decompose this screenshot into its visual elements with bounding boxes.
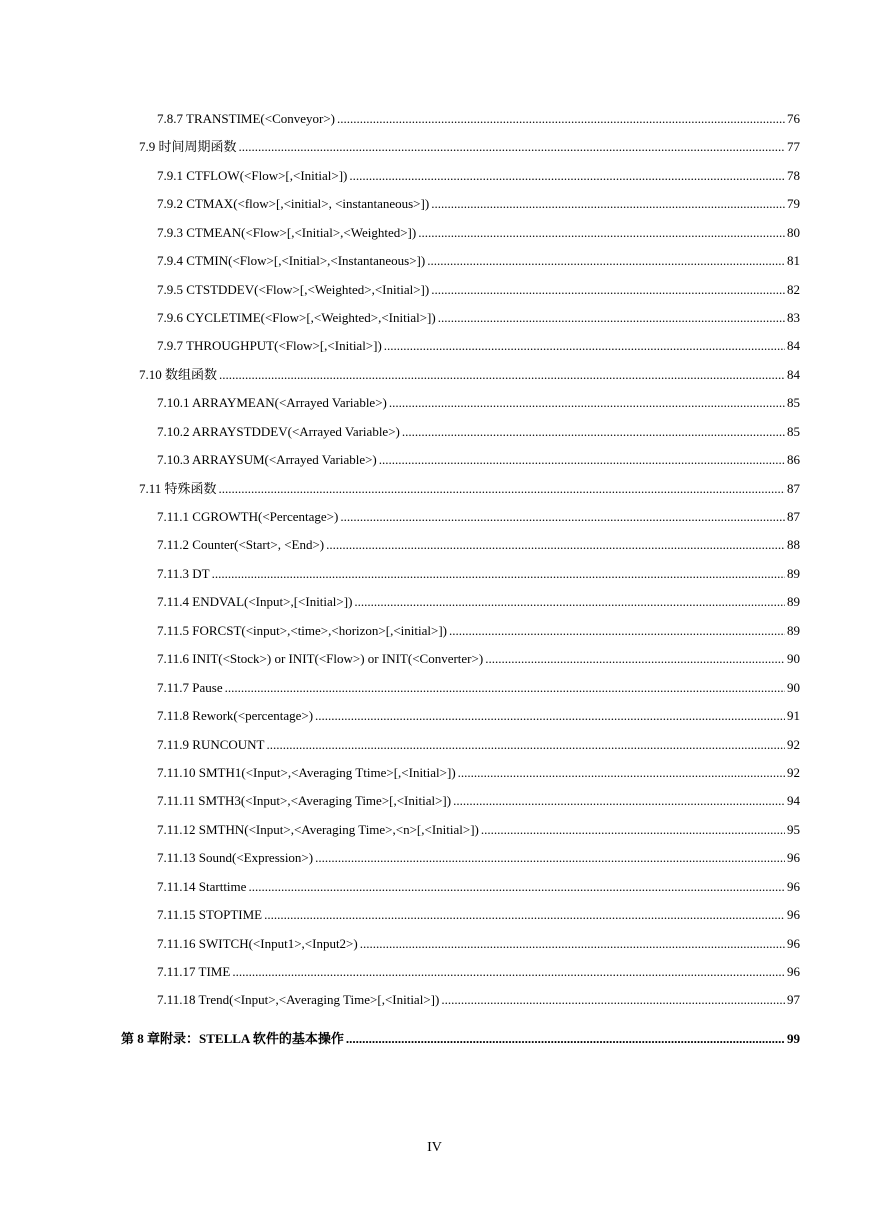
toc-entry[interactable] [157,936,800,952]
toc-entry[interactable] [157,765,800,781]
toc-entry[interactable] [157,651,800,667]
toc-leader-dots [337,111,785,127]
toc-leader-dots [315,708,785,724]
toc-leader-dots [354,594,785,610]
toc-entry-title: 7.11.10 SMTH1(<Input>,<Averaging Ttime>[,<Initial>]) [157,765,456,780]
toc-entry-page: 96 [787,907,800,922]
toc-entry-page: 95 [787,822,800,837]
toc-entry-page: 82 [787,282,800,297]
toc-entry-title: 7.11.11 SMTH3(<Input>,<Averaging Time>[,<Initial>]) [157,793,452,808]
toc-entry-title: 7.11.5 FORCST(<input>,<time>,<horizon>[,<initial>]) [157,623,447,638]
chapter-title: 附录：STELLA 软件的基本操作 [160,1031,344,1046]
toc-leader-dots [438,310,785,326]
toc-entry[interactable] [157,537,800,553]
toc-leader-dots [326,537,785,553]
toc-entry-title: 7.9.2 CTMAX(<flow>[,<initial>, <instantaneous>]) [157,196,430,211]
toc-entry-page: 90 [787,651,800,666]
toc-entry-page: 97 [787,992,800,1007]
toc-entry-title: 7.11 特殊函数 [139,481,217,496]
toc-entry[interactable] [157,822,800,838]
toc-leader-dots [431,196,785,212]
toc-leader-dots [219,367,785,383]
toc-entry-page: 87 [787,509,800,524]
toc-entry[interactable] [157,850,800,866]
toc-leader-dots [449,623,785,639]
toc-leader-dots [360,936,785,952]
chapter-page: 99 [787,1031,800,1046]
toc-entry-page: 90 [787,680,800,695]
toc-entry-title: 7.10 数组函数 [139,367,218,382]
toc-entry-title: 7.11.4 ENDVAL(<Input>,[<Initial>]) [157,594,353,609]
toc-entry[interactable] [157,111,800,127]
toc-entry-page: 96 [787,964,800,979]
toc-entry[interactable] [157,623,800,639]
toc-entry-page: 81 [787,253,800,268]
toc-leader-dots [384,338,785,354]
toc-leader-dots [379,452,785,468]
toc-entry-page: 80 [787,225,800,240]
toc-entry-title: 7.11.8 Rework(<percentage>) [157,708,314,723]
toc-entry-page: 89 [787,594,800,609]
toc-entry[interactable] [157,594,800,610]
toc-chapter-entry[interactable] [121,1031,800,1047]
toc-entry-title: 7.11.7 Pause [157,680,223,695]
toc-entry-title: 7.10.1 ARRAYMEAN(<Arrayed Variable>) [157,395,387,410]
toc-entry[interactable] [157,737,800,753]
toc-entry[interactable] [157,282,800,298]
toc-leader-dots [248,879,785,895]
toc-entry[interactable] [139,139,800,155]
toc-entry-page: 89 [787,566,800,581]
toc-entry-page: 83 [787,310,800,325]
toc-entry-title: 7.11.1 CGROWTH(<Percentage>) [157,509,339,524]
toc-entry-title: 7.11.12 SMTHN(<Input>,<Averaging Time>,<n>[,<Initial>]) [157,822,479,837]
toc-entry-page: 92 [787,737,800,752]
toc-leader-dots [389,395,785,411]
toc-entry-title: 7.9.1 CTFLOW(<Flow>[,<Initial>]) [157,168,348,183]
toc-entry-title: 7.9.6 CYCLETIME(<Flow>[,<Weighted>,<Initial>]) [157,310,436,325]
toc-entry[interactable] [157,566,800,582]
toc-entry-title: 7.11.6 INIT(<Stock>) or INIT(<Flow>) or INIT(<Converter>) [157,651,484,666]
toc-leader-dots [315,850,785,866]
toc-entry-title: 7.11.9 RUNCOUNT [157,737,265,752]
toc-entry-title: 7.11.16 SWITCH(<Input1>,<Input2>) [157,936,358,951]
toc-entry-page: 86 [787,452,800,467]
toc-entry[interactable] [157,196,800,212]
toc-entry[interactable] [157,509,800,525]
toc-entry-page: 79 [787,196,800,211]
toc-leader-dots [427,253,785,269]
toc-entry-title: 7.9.4 CTMIN(<Flow>[,<Initial>,<Instantaneous>]) [157,253,426,268]
toc-entry-title: 7.11.2 Counter(<Start>, <End>) [157,537,325,552]
toc-leader-dots [441,992,785,1008]
toc-entry-title: 7.10.3 ARRAYSUM(<Arrayed Variable>) [157,452,377,467]
toc-entry-page: 78 [787,168,800,183]
toc-leader-dots [402,424,785,440]
toc-entry-page: 96 [787,850,800,865]
toc-entry-page: 84 [787,338,800,353]
toc-entry[interactable] [139,367,800,383]
toc-entry[interactable] [157,168,800,184]
toc-leader-dots [340,509,785,525]
toc-leader-dots [232,964,785,980]
toc-entry-title: 7.9 时间周期函数 [139,139,237,154]
toc-entry[interactable] [157,992,800,1008]
toc-entry-page: 85 [787,424,800,439]
toc-entry[interactable] [157,310,800,326]
toc-entry-title: 7.11.14 Starttime [157,879,247,894]
toc-leader-dots [264,907,785,923]
toc-entry[interactable] [157,424,800,440]
toc-entry-title: 7.11.17 TIME [157,964,231,979]
toc-leader-dots [267,737,786,753]
toc-leader-dots [346,1031,785,1047]
toc-entry-page: 85 [787,395,800,410]
toc-entry[interactable] [157,907,800,923]
toc-leader-dots [212,566,785,582]
toc-entry[interactable] [157,225,800,241]
toc-entry-page: 84 [787,367,800,382]
toc-entry[interactable] [157,964,800,980]
toc-leader-dots [225,680,785,696]
toc-entry-page: 87 [787,481,800,496]
toc-entry[interactable] [157,452,800,468]
toc-entry-title: 7.11.15 STOPTIME [157,907,263,922]
toc-entry-page: 91 [787,708,800,723]
toc-entry[interactable] [139,481,800,497]
toc-entry-page: 76 [787,111,800,126]
toc-leader-dots [239,139,785,155]
toc-entry-title: 7.11.3 DT [157,566,210,581]
toc-entry-page: 96 [787,879,800,894]
toc-entry-title: 7.9.5 CTSTDDEV(<Flow>[,<Weighted>,<Initial>]) [157,282,430,297]
toc-entry-page: 94 [787,793,800,808]
toc-entry[interactable] [157,253,800,269]
toc-entry-title: 7.9.3 CTMEAN(<Flow>[,<Initial>,<Weighted>]) [157,225,417,240]
toc-entry-page: 96 [787,936,800,951]
toc-entry[interactable] [157,708,800,724]
toc-leader-dots [219,481,785,497]
toc-leader-dots [458,765,785,781]
page-footer-number: IV [427,1140,442,1155]
toc-leader-dots [481,822,785,838]
chapter-number: 第 8 章 [121,1031,161,1046]
toc-leader-dots [453,793,785,809]
toc-entry-title: 7.11.13 Sound(<Expression>) [157,850,314,865]
toc-leader-dots [418,225,785,241]
toc-entry-title: 7.9.7 THROUGHPUT(<Flow>[,<Initial>]) [157,338,382,353]
toc-entry[interactable] [157,879,800,895]
toc-entry-page: 89 [787,623,800,638]
toc-entry[interactable] [157,395,800,411]
toc-entry-page: 77 [787,139,800,154]
toc-entry[interactable] [157,793,800,809]
toc-entry-page: 88 [787,537,800,552]
toc-entry-title: 7.10.2 ARRAYSTDDEV(<Arrayed Variable>) [157,424,400,439]
toc-entry[interactable] [157,680,800,696]
toc-leader-dots [349,168,785,184]
toc-entry-title: 7.8.7 TRANSTIME(<Conveyor>) [157,111,335,126]
toc-entry[interactable] [157,338,800,354]
toc-leader-dots [431,282,785,298]
toc-entry-page: 92 [787,765,800,780]
toc-entry-title: 7.11.18 Trend(<Input>,<Averaging Time>[,<Initial>]) [157,992,440,1007]
toc-leader-dots [485,651,785,667]
